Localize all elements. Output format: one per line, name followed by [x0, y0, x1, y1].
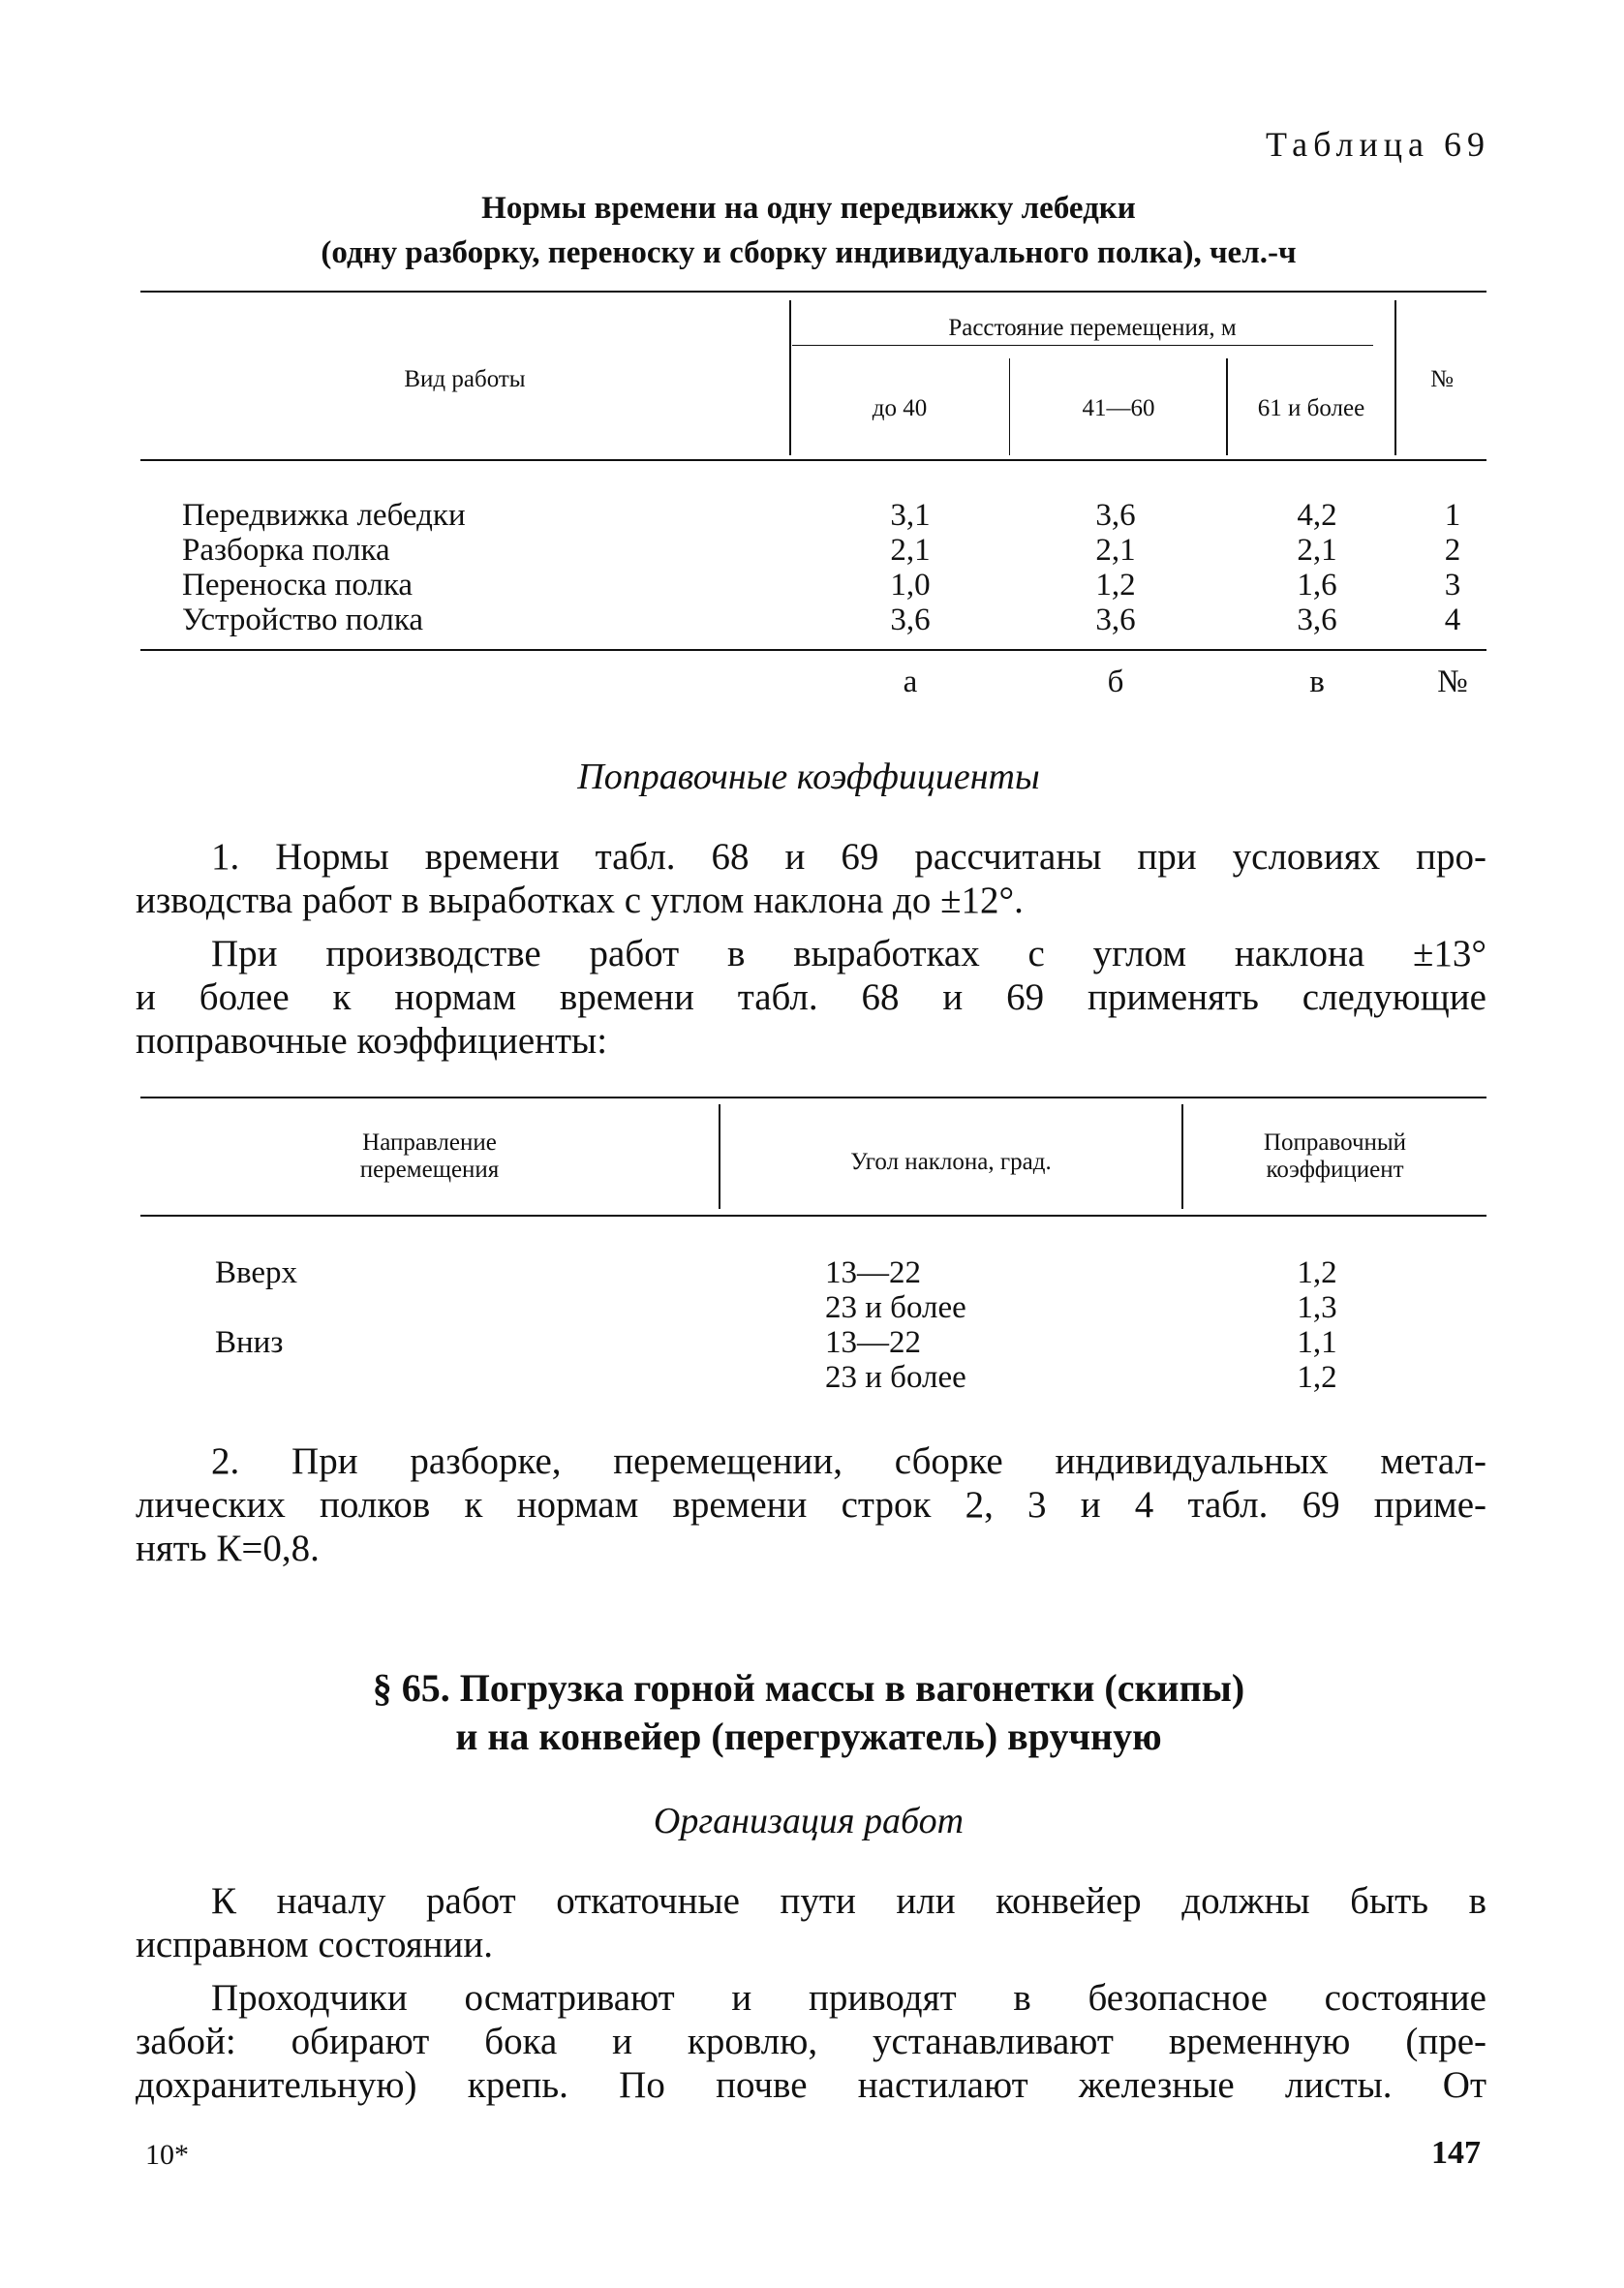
row-direction: Вверх — [215, 1255, 298, 1290]
footer-col-b: б — [1107, 665, 1124, 699]
row-number: 1 — [1444, 498, 1461, 533]
text-line: нять К=0,8. — [136, 1528, 320, 1569]
section-title-line2: и на конвейер (перегружатель) вручную — [455, 1715, 1162, 1758]
text-line: изводства работ в выработках с углом наклона до ±12°. — [136, 880, 1024, 921]
row-value-c: 3,6 — [1297, 603, 1337, 637]
table-title-line2: (одну разборку, переноску и сборку индивидуального полка), чел.-ч — [321, 235, 1297, 270]
row-coefficient: 1,2 — [1297, 1255, 1337, 1290]
distance-group-underline — [792, 345, 1373, 346]
row-coefficient: 1,3 — [1297, 1290, 1337, 1325]
text-line: 2. При разборке, перемещении, сборке индивидуальных метал- — [211, 1440, 1486, 1482]
footer-col-a: а — [903, 665, 918, 699]
header-work-type: Вид работы — [404, 366, 526, 392]
row-name: Передвижка лебедки — [182, 498, 466, 533]
row-value-a: 1,0 — [890, 568, 931, 603]
coef-table-top-rule — [140, 1097, 1486, 1098]
row-number: 3 — [1444, 568, 1461, 603]
row-value-c: 4,2 — [1297, 498, 1337, 533]
table69-col-divider-2 — [1009, 358, 1010, 455]
section-paragraph-2 — [136, 1976, 1486, 2107]
row-coefficient: 1,1 — [1297, 1325, 1337, 1360]
text-line: При производстве работ в выработках с углом наклона ±13° — [211, 933, 1486, 974]
header-coefficient-line2: коэффициент — [1266, 1157, 1404, 1183]
header-col-b: 41—60 — [1082, 395, 1155, 421]
row-value-b: 3,6 — [1095, 498, 1136, 533]
row-value-b: 3,6 — [1095, 603, 1136, 637]
table-title-line1: Нормы времени на одну передвижку лебедки — [481, 191, 1136, 226]
table69-col-divider-1 — [789, 300, 791, 455]
row-name: Разборка полка — [182, 533, 390, 568]
text-line: дохранительную) крепь. По почве настилают железные листы. От — [136, 2064, 1486, 2106]
footer-col-c: в — [1309, 665, 1325, 699]
row-coefficient: 1,2 — [1297, 1360, 1337, 1395]
text-line: Проходчики осматривают и приводят в безопасное состояние — [211, 1977, 1486, 2019]
row-angle: 23 и более — [825, 1360, 966, 1395]
table-title — [136, 186, 1482, 275]
table69-header-rule — [140, 459, 1486, 461]
section-title — [136, 1664, 1482, 1761]
row-name: Устройство полка — [182, 603, 424, 637]
row-value-a: 3,6 — [890, 603, 931, 637]
header-distance-group: Расстояние перемещения, м — [948, 315, 1237, 341]
corrections-heading: Поправочные коэффициенты — [577, 757, 1040, 797]
table-label: Таблица 69 — [1266, 125, 1490, 164]
header-direction-line1: Направление — [362, 1129, 497, 1156]
text-line: поправочные коэффициенты: — [136, 1020, 608, 1062]
row-value-c: 2,1 — [1297, 533, 1337, 568]
text-line: забой: обирают бока и кровлю, устанавливают временную (пре- — [136, 2021, 1486, 2062]
header-direction-line2: перемещения — [359, 1157, 500, 1183]
table69-top-rule — [140, 291, 1486, 293]
coef-table-header-rule — [140, 1215, 1486, 1217]
row-value-b: 1,2 — [1095, 568, 1136, 603]
row-number: 2 — [1444, 533, 1461, 568]
section-subheading: Организация работ — [653, 1801, 965, 1841]
corrections-paragraph-2 — [136, 932, 1486, 1063]
row-direction: Вниз — [215, 1325, 284, 1360]
row-angle: 23 и более — [825, 1290, 966, 1325]
row-number: 4 — [1444, 603, 1461, 637]
row-angle: 13—22 — [825, 1325, 921, 1360]
row-name: Переноска полка — [182, 568, 414, 603]
header-angle: Угол наклона, град. — [850, 1149, 1052, 1175]
corrections-paragraph-1 — [136, 835, 1486, 922]
text-line: лических полков к нормам времени строк 2, 3 и 4 табл. 69 приме- — [136, 1484, 1486, 1526]
text-line: и более к нормам времени табл. 68 и 69 применять следующие — [136, 976, 1486, 1018]
text-line: К началу работ откаточные пути или конвейер должны быть в — [211, 1880, 1486, 1922]
row-value-b: 2,1 — [1095, 533, 1136, 568]
table69-body-rule — [140, 649, 1486, 651]
section-title-line1: § 65. Погрузка горной массы в вагонетки (скипы) — [372, 1666, 1245, 1710]
row-value-a: 3,1 — [890, 498, 931, 533]
footer-col-no: № — [1437, 665, 1468, 699]
printer-signature: 10* — [145, 2139, 189, 2171]
row-angle: 13—22 — [825, 1255, 921, 1290]
text-line: исправном состоянии. — [136, 1924, 494, 1965]
section-paragraph-1 — [136, 1879, 1486, 1966]
text-line: 1. Нормы времени табл. 68 и 69 рассчитаны при условиях про- — [211, 836, 1486, 878]
row-value-c: 1,6 — [1297, 568, 1337, 603]
header-coefficient — [1183, 1129, 1486, 1184]
row-value-a: 2,1 — [890, 533, 931, 568]
corrections-paragraph-3 — [136, 1439, 1486, 1570]
header-col-a: до 40 — [872, 395, 928, 421]
header-direction — [140, 1129, 719, 1184]
header-coefficient-line1: Поправочный — [1263, 1129, 1407, 1156]
header-col-no: № — [1430, 366, 1454, 392]
page-number: 147 — [1431, 2135, 1481, 2171]
header-col-c: 61 и более — [1257, 395, 1365, 421]
